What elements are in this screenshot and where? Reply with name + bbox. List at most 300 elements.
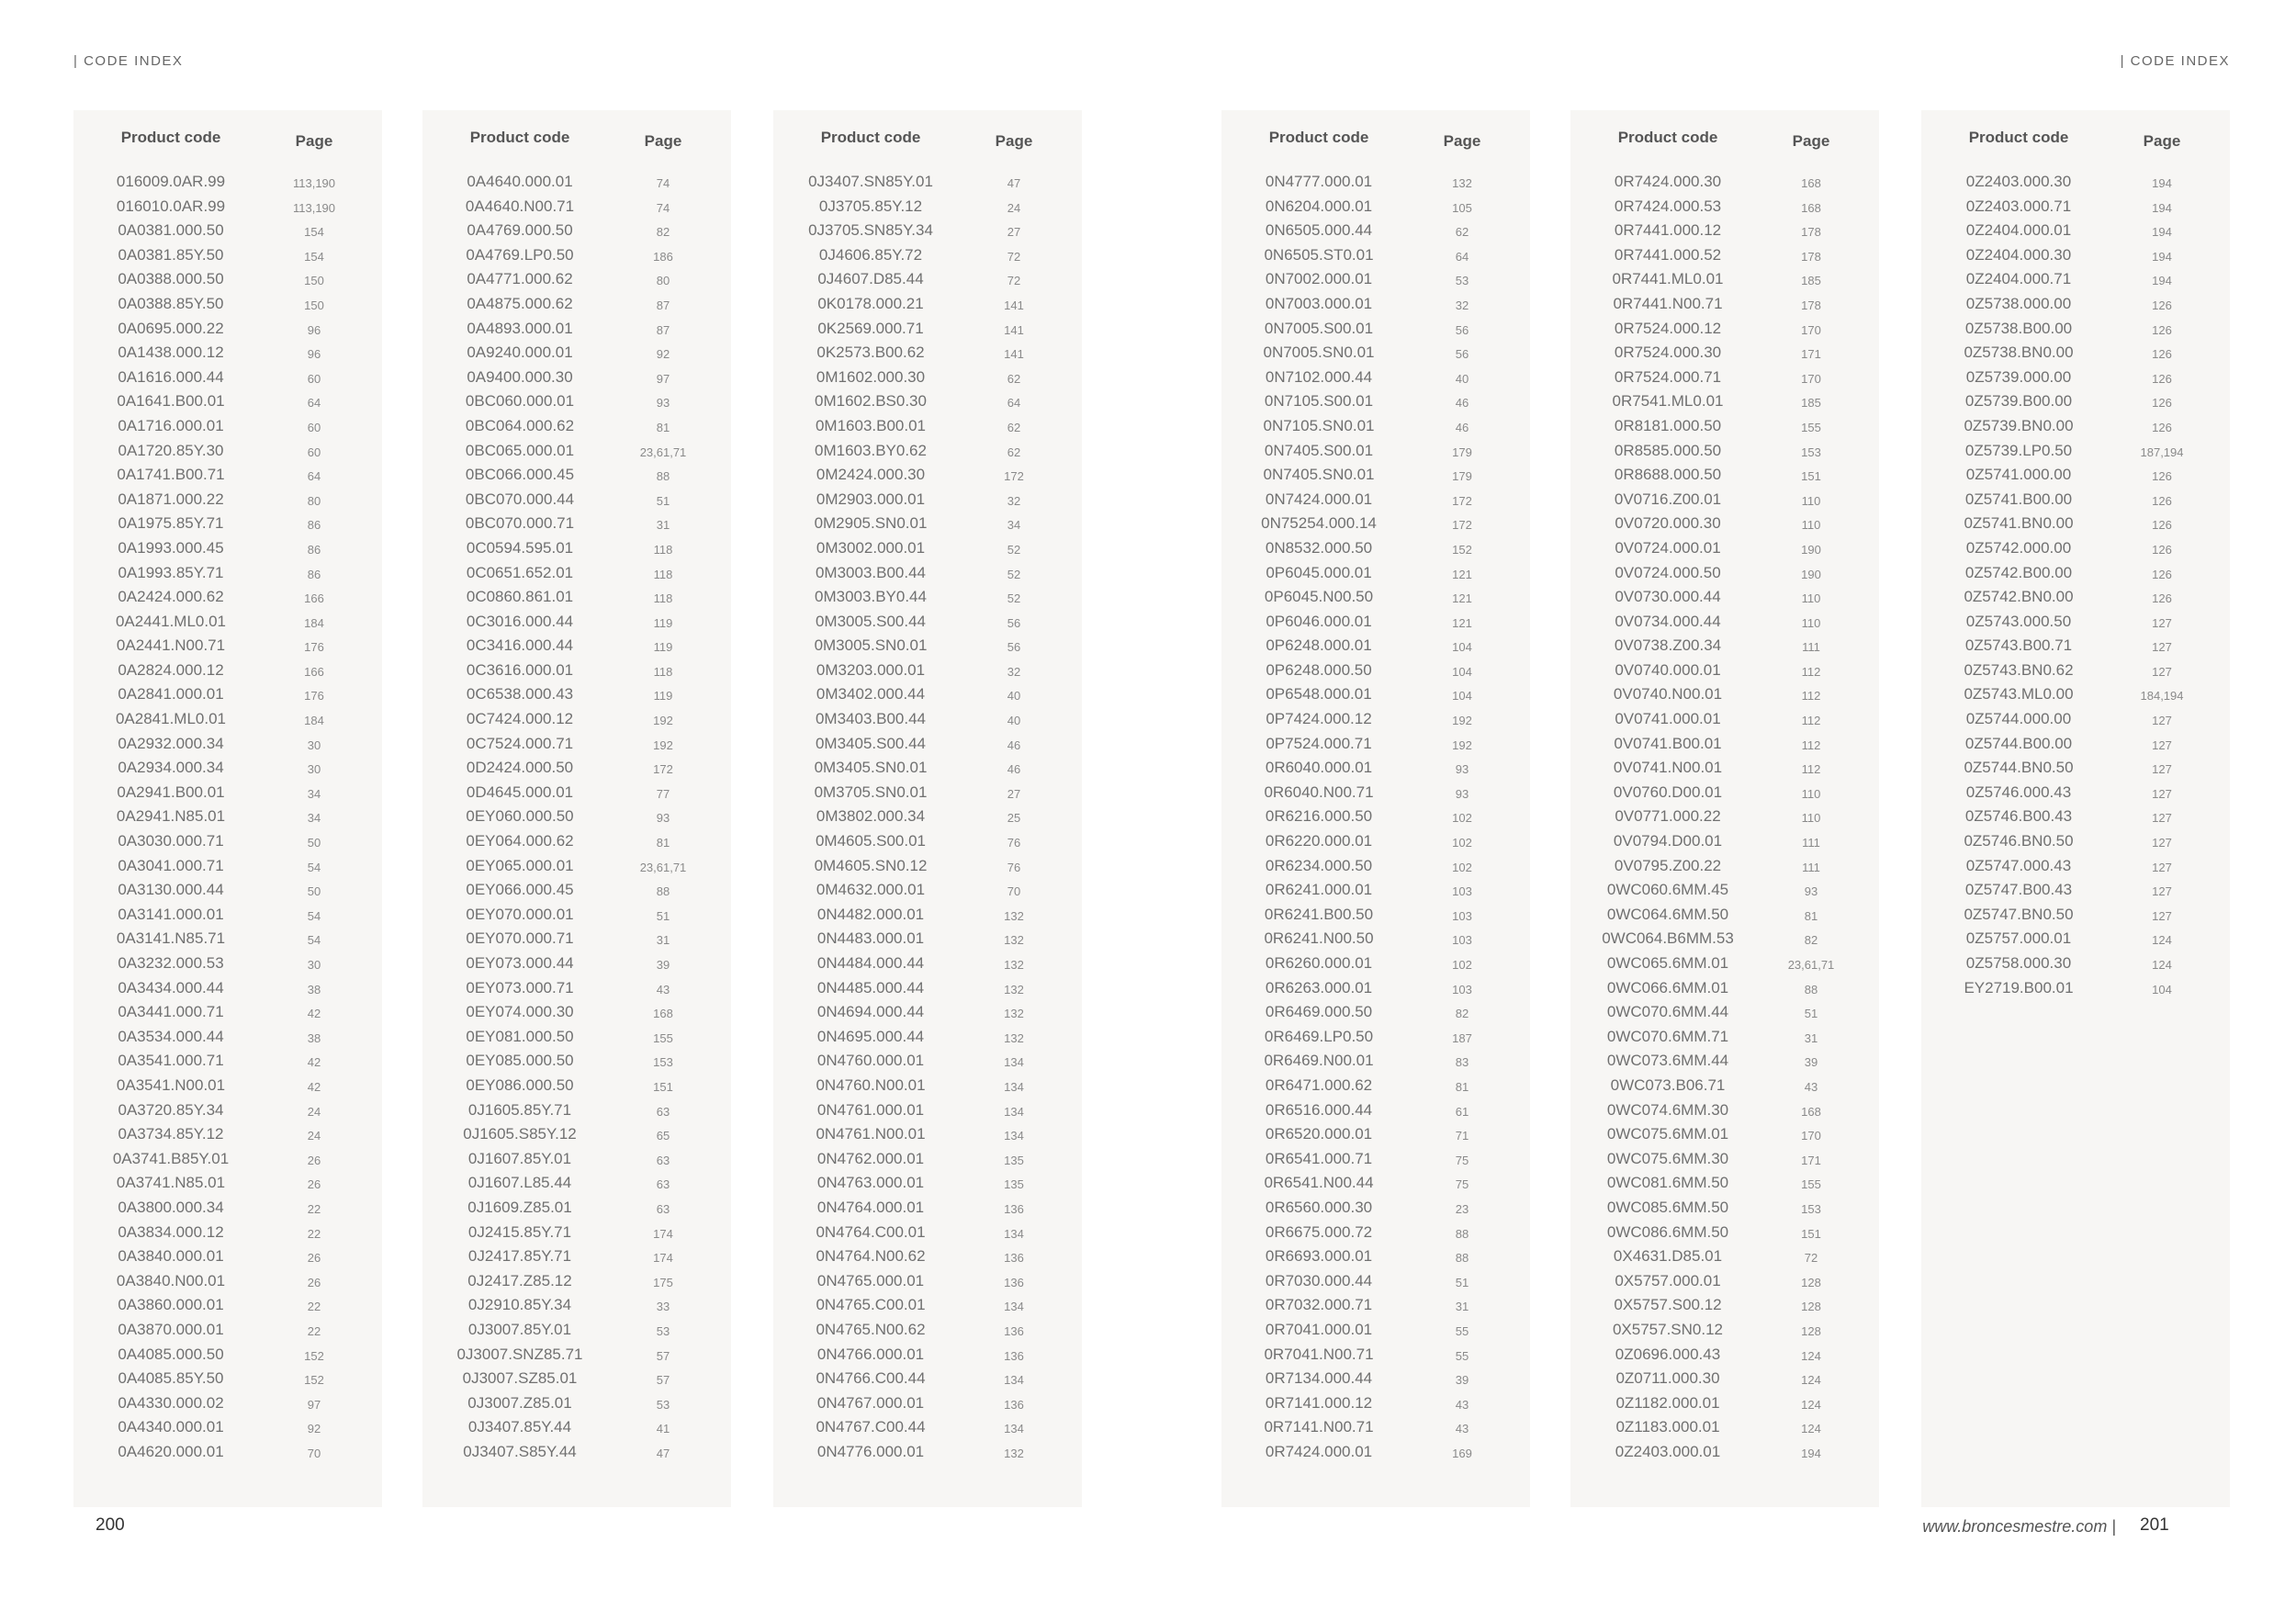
page-ref: 104 — [1452, 689, 1472, 704]
code-row — [1570, 1247, 1879, 1272]
code-row — [73, 954, 382, 979]
product-code: 0M1603.BY0.62 — [815, 441, 927, 459]
product-code: 0Z5744.BN0.50 — [1964, 759, 2074, 777]
code-row — [773, 1003, 1082, 1028]
code-row — [422, 906, 731, 930]
product-code: 0V0771.000.22 — [1615, 807, 1721, 826]
page-ref: 63 — [656, 1104, 670, 1119]
page-ref: 32 — [1007, 493, 1021, 508]
product-code: 0R6241.B00.50 — [1264, 905, 1374, 923]
product-code: 0P6548.000.01 — [1266, 685, 1372, 704]
page-ref: 136 — [1004, 1275, 1024, 1289]
code-row — [773, 320, 1082, 344]
code-row — [422, 490, 731, 515]
code-row — [422, 270, 731, 295]
code-row — [1221, 881, 1530, 906]
page-ref: 31 — [1804, 1030, 1818, 1045]
page-ref: 22 — [307, 1300, 321, 1314]
code-row — [1221, 613, 1530, 637]
product-code: 0N4765.C00.01 — [816, 1296, 926, 1314]
code-row — [422, 539, 731, 564]
product-code-header: Product code — [1617, 129, 1718, 146]
code-row — [1921, 173, 2230, 197]
page-ref: 38 — [307, 1030, 321, 1045]
code-row — [1921, 759, 2230, 783]
product-code: 0R6469.N00.01 — [1264, 1052, 1374, 1070]
product-code: 0A3141.N85.71 — [116, 929, 226, 948]
code-row — [773, 246, 1082, 271]
code-row — [73, 710, 382, 735]
page-ref: 168 — [653, 1007, 673, 1021]
product-code: 0C7424.000.12 — [466, 710, 574, 728]
product-code: 0BC070.000.71 — [465, 514, 575, 533]
product-code: 0X4631.D85.01 — [1613, 1247, 1723, 1266]
product-code: 0N7424.000.01 — [1265, 490, 1373, 508]
product-code: 0V0734.000.44 — [1615, 612, 1721, 630]
product-code: 0J2417.Z85.12 — [467, 1271, 572, 1289]
page-ref: 155 — [653, 1030, 673, 1045]
product-code: 0N7105.SN0.01 — [1263, 416, 1375, 434]
page-ref: 168 — [1801, 1104, 1821, 1119]
page-ref: 118 — [653, 567, 673, 581]
code-row — [773, 368, 1082, 393]
page-ref: 55 — [1455, 1348, 1469, 1363]
product-code: 0P6045.000.01 — [1266, 563, 1372, 581]
page-ref: 88 — [1804, 982, 1818, 996]
page-ref: 170 — [1801, 371, 1821, 386]
code-row — [1570, 246, 1879, 271]
code-row — [1570, 343, 1879, 368]
code-row — [773, 295, 1082, 320]
page-ref: 127 — [2152, 836, 2172, 850]
code-row — [73, 1125, 382, 1150]
product-code: 0A1641.B00.01 — [117, 392, 225, 411]
code-row — [73, 221, 382, 246]
page-ref: 141 — [1004, 298, 1024, 312]
code-list — [1921, 173, 2230, 1003]
code-row — [773, 832, 1082, 857]
code-list — [73, 173, 382, 1467]
page-ref: 88 — [1455, 1251, 1469, 1266]
product-code: 0J1607.L85.44 — [467, 1174, 572, 1192]
page-ref: 112 — [1801, 689, 1821, 704]
product-code: 0J3007.Z85.01 — [467, 1393, 572, 1412]
page-header: Page — [1792, 132, 1830, 150]
product-code: 0R6520.000.01 — [1265, 1125, 1373, 1143]
product-code: 0A3041.000.71 — [118, 856, 224, 874]
code-row — [1570, 783, 1879, 808]
product-code: 016010.0AR.99 — [116, 197, 226, 215]
product-code: 0V0741.000.01 — [1615, 710, 1721, 728]
code-row — [422, 1418, 731, 1443]
page-ref: 92 — [307, 1422, 321, 1436]
page-ref: 81 — [656, 836, 670, 850]
page-ref: 62 — [1007, 371, 1021, 386]
product-code: 0N4761.000.01 — [816, 1100, 925, 1119]
code-row — [773, 221, 1082, 246]
page-ref: 50 — [307, 884, 321, 899]
code-row — [422, 392, 731, 417]
product-code: 0A1438.000.12 — [118, 343, 224, 362]
code-row — [1221, 832, 1530, 857]
product-code: 0Z5743.ML0.00 — [1964, 685, 2074, 704]
product-code: 0EY065.000.01 — [466, 856, 574, 874]
code-row — [422, 1199, 731, 1223]
code-row — [1570, 710, 1879, 735]
product-code: 0A3741.B85Y.01 — [112, 1149, 230, 1167]
page-ref: 93 — [656, 396, 670, 411]
page-ref: 168 — [1801, 200, 1821, 215]
page-ref: 74 — [656, 200, 670, 215]
page-ref: 110 — [1801, 615, 1821, 630]
product-code: 0M3403.B00.44 — [815, 710, 927, 728]
code-row — [773, 392, 1082, 417]
page-ref: 53 — [656, 1397, 670, 1412]
page-ref: 40 — [1007, 714, 1021, 728]
page-ref: 93 — [1804, 884, 1818, 899]
code-row — [1921, 613, 2230, 637]
page-ref: 185 — [1801, 274, 1821, 288]
header-right-label: | CODE INDEX — [2120, 53, 2230, 69]
product-code: 0EY074.000.30 — [466, 1003, 574, 1021]
product-code: 0V0720.000.30 — [1615, 514, 1721, 533]
page-ref: 174 — [653, 1226, 673, 1241]
product-code: 0Z5741.BN0.00 — [1964, 514, 2074, 533]
product-code: 0P7524.000.71 — [1266, 734, 1372, 752]
code-row — [1570, 685, 1879, 710]
page-ref: 51 — [1804, 1007, 1818, 1021]
page-ref: 57 — [656, 1348, 670, 1363]
product-code: 0A2934.000.34 — [118, 759, 224, 777]
code-row — [1570, 832, 1879, 857]
code-row — [773, 514, 1082, 539]
code-row — [1921, 514, 2230, 539]
code-row — [1221, 270, 1530, 295]
page-ref: 104 — [2152, 982, 2172, 996]
product-code: 0M4605.S00.01 — [815, 832, 927, 850]
page-ref: 121 — [1452, 591, 1472, 606]
code-row — [422, 442, 731, 467]
code-row — [773, 1321, 1082, 1345]
code-index-column-4 — [1221, 110, 1530, 1507]
page-ref: 47 — [1007, 176, 1021, 190]
page-ref: 132 — [1004, 982, 1024, 996]
page-ref: 51 — [656, 908, 670, 923]
page-ref: 62 — [1007, 445, 1021, 459]
page-ref: 124 — [2152, 958, 2172, 972]
code-row — [73, 1296, 382, 1321]
code-row — [773, 613, 1082, 637]
code-row — [773, 1028, 1082, 1053]
code-row — [1570, 1199, 1879, 1223]
code-row — [1221, 906, 1530, 930]
page-ref: 170 — [1801, 322, 1821, 337]
page-ref: 113,190 — [292, 200, 336, 215]
product-code: 0C0651.652.01 — [466, 563, 574, 581]
code-row — [1921, 783, 2230, 808]
product-code: 0A1616.000.44 — [118, 367, 224, 386]
code-row — [422, 417, 731, 442]
page-ref: 64 — [1455, 249, 1469, 264]
product-code: 0N7005.S00.01 — [1264, 319, 1374, 337]
page-ref: 103 — [1452, 982, 1472, 996]
page-ref: 76 — [1007, 836, 1021, 850]
page-ref: 136 — [1004, 1201, 1024, 1216]
code-row — [1570, 539, 1879, 564]
product-code: 0C3416.000.44 — [466, 636, 574, 655]
code-row — [73, 929, 382, 954]
product-code: 0R6220.000.01 — [1265, 832, 1373, 850]
product-code: 0A3734.85Y.12 — [118, 1125, 224, 1143]
product-code: 0M3003.B00.44 — [815, 563, 927, 581]
product-code: 0N4760.000.01 — [816, 1052, 925, 1070]
product-code: 0Z1183.000.01 — [1615, 1418, 1720, 1436]
code-row — [73, 1247, 382, 1272]
page-ref: 23,61,71 — [1787, 958, 1835, 972]
product-code: 0N4764.C00.01 — [816, 1222, 926, 1241]
product-code: 0WC086.6MM.50 — [1606, 1222, 1729, 1241]
code-row — [73, 832, 382, 857]
product-code: 0X5757.SN0.12 — [1612, 1320, 1724, 1338]
page-ref: 111 — [1802, 836, 1820, 850]
page-ref: 110 — [1801, 786, 1821, 801]
page-ref: 132 — [1004, 1007, 1024, 1021]
code-index-column-3 — [773, 110, 1082, 1507]
product-code: 0K2569.000.71 — [817, 319, 924, 337]
product-code: 0N4767.000.01 — [816, 1393, 925, 1412]
product-code: 0X5757.000.01 — [1615, 1271, 1721, 1289]
page-ref: 187,194 — [2140, 445, 2184, 459]
code-row — [1221, 1272, 1530, 1297]
product-code: 0J1605.S85Y.12 — [463, 1125, 577, 1143]
page-ref: 127 — [2152, 860, 2172, 874]
product-code: 0R8688.000.50 — [1614, 466, 1722, 484]
product-code: 0R6541.000.71 — [1265, 1149, 1373, 1167]
product-code: 0D2424.000.50 — [466, 759, 574, 777]
product-code: 0WC065.6MM.01 — [1606, 954, 1729, 972]
code-row — [1921, 954, 2230, 979]
code-index-column-5 — [1570, 110, 1879, 1507]
page-ref: 92 — [656, 347, 670, 362]
page-ref: 72 — [1007, 274, 1021, 288]
page-ref: 119 — [653, 640, 673, 655]
code-row — [73, 1052, 382, 1076]
code-row — [73, 417, 382, 442]
product-code: 0N7005.SN0.01 — [1263, 343, 1375, 362]
page-ref: 26 — [307, 1153, 321, 1167]
page-ref: 151 — [1801, 469, 1821, 484]
product-code: 0N75254.000.14 — [1261, 514, 1377, 533]
product-code: 0Z5747.000.43 — [1965, 856, 2072, 874]
code-row — [73, 466, 382, 490]
page-ref: 134 — [1004, 1104, 1024, 1119]
product-code: 0A3141.000.01 — [118, 905, 224, 923]
code-row — [1221, 1150, 1530, 1175]
page-ref: 60 — [307, 371, 321, 386]
page-ref: 151 — [1801, 1226, 1821, 1241]
product-code: 0M1603.B00.01 — [815, 416, 927, 434]
page-ref: 134 — [1004, 1079, 1024, 1094]
page-ref: 113,190 — [292, 176, 336, 190]
product-code: 0M3402.000.44 — [816, 685, 926, 704]
product-code: 0P6045.N00.50 — [1264, 588, 1374, 606]
code-row — [422, 1345, 731, 1370]
page-ref: 184 — [304, 714, 324, 728]
code-row — [773, 1223, 1082, 1248]
page-ref: 88 — [1455, 1226, 1469, 1241]
page-ref: 119 — [653, 615, 673, 630]
page-ref: 112 — [1801, 714, 1821, 728]
page-ref: 132 — [1004, 958, 1024, 972]
product-code: 0C6538.000.43 — [466, 685, 574, 704]
code-row — [73, 1321, 382, 1345]
code-row — [1221, 343, 1530, 368]
code-row — [773, 1296, 1082, 1321]
code-row — [1221, 807, 1530, 832]
page-ref: 46 — [1455, 396, 1469, 411]
code-row — [1570, 661, 1879, 686]
product-code: 0M3405.SN0.01 — [814, 759, 928, 777]
page-ref: 194 — [2152, 225, 2172, 240]
code-row — [1921, 710, 2230, 735]
page-ref: 192 — [653, 714, 673, 728]
product-code: 0C7524.000.71 — [466, 734, 574, 752]
page-ref: 178 — [1801, 298, 1821, 312]
page-ref: 24 — [1007, 200, 1021, 215]
page-ref: 124 — [1801, 1348, 1821, 1363]
page-ref: 134 — [1004, 1226, 1024, 1241]
page-ref: 39 — [1455, 1373, 1469, 1388]
page-ref: 23 — [1455, 1201, 1469, 1216]
page-number-right: 201 — [2140, 1515, 2169, 1535]
code-row — [1570, 1369, 1879, 1394]
page-ref: 72 — [1007, 249, 1021, 264]
product-code: 0Z5738.B00.00 — [1964, 319, 2073, 337]
code-index-column-6 — [1921, 110, 2230, 1507]
code-row — [773, 906, 1082, 930]
code-row — [422, 466, 731, 490]
code-row — [73, 857, 382, 882]
product-code: 0V0740.N00.01 — [1613, 685, 1723, 704]
page-ref: 26 — [307, 1177, 321, 1192]
code-row — [73, 1076, 382, 1101]
page-ref: 93 — [656, 811, 670, 826]
code-row — [1221, 954, 1530, 979]
page-ref: 126 — [2152, 322, 2172, 337]
page-ref: 31 — [656, 518, 670, 533]
code-row — [773, 539, 1082, 564]
page-ref: 126 — [2152, 420, 2172, 434]
code-row — [73, 173, 382, 197]
product-code: 0A0695.000.22 — [118, 319, 224, 337]
code-row — [1921, 417, 2230, 442]
product-code: 0Z5743.000.50 — [1965, 612, 2072, 630]
code-row — [773, 1418, 1082, 1443]
page-ref: 56 — [1455, 322, 1469, 337]
code-row — [422, 807, 731, 832]
product-code: 0M4632.000.01 — [816, 881, 926, 899]
page-ref: 132 — [1004, 933, 1024, 948]
code-row — [73, 539, 382, 564]
page-ref: 24 — [307, 1129, 321, 1143]
code-row — [773, 1394, 1082, 1419]
page-ref: 104 — [1452, 664, 1472, 679]
code-row — [1570, 1125, 1879, 1150]
page-ref: 31 — [1455, 1300, 1469, 1314]
code-row — [1570, 466, 1879, 490]
product-code: 0Z5746.000.43 — [1965, 782, 2072, 801]
product-code: 0WC075.6MM.30 — [1606, 1149, 1729, 1167]
code-row — [1221, 490, 1530, 515]
code-row — [422, 685, 731, 710]
product-code: 0A3840.N00.01 — [116, 1271, 226, 1289]
page-ref: 118 — [653, 542, 673, 557]
page-ref: 23,61,71 — [639, 445, 687, 459]
code-row — [1221, 442, 1530, 467]
product-code: 0R8585.000.50 — [1614, 441, 1722, 459]
page-ref: 127 — [2152, 908, 2172, 923]
product-code: 0N4484.000.44 — [816, 954, 925, 972]
page-ref: 135 — [1004, 1153, 1024, 1167]
page-ref: 60 — [307, 420, 321, 434]
code-row — [1221, 1223, 1530, 1248]
code-row — [1221, 1296, 1530, 1321]
code-row — [422, 1003, 731, 1028]
column-header — [1921, 129, 2230, 160]
product-code: 0V0795.Z00.22 — [1614, 856, 1722, 874]
code-row — [1570, 906, 1879, 930]
code-row — [1921, 636, 2230, 661]
product-code: 0A3534.000.44 — [118, 1027, 224, 1045]
code-row — [1221, 564, 1530, 589]
product-code: 0M4605.SN0.12 — [814, 856, 928, 874]
code-row — [1221, 783, 1530, 808]
product-code: 0J2415.85Y.71 — [467, 1222, 572, 1241]
code-row — [1570, 735, 1879, 760]
code-row — [73, 979, 382, 1004]
code-row — [1221, 1052, 1530, 1076]
page-ref: 153 — [1801, 1201, 1821, 1216]
page-ref: 128 — [1801, 1323, 1821, 1338]
page-ref: 168 — [1801, 176, 1821, 190]
page-ref: 136 — [1004, 1397, 1024, 1412]
code-row — [422, 857, 731, 882]
product-code: 0N4765.000.01 — [816, 1271, 925, 1289]
product-code: 0N4766.C00.44 — [816, 1369, 926, 1388]
code-row — [773, 466, 1082, 490]
product-code: 0A3860.000.01 — [118, 1296, 224, 1314]
page-ref: 126 — [2152, 469, 2172, 484]
product-code: 0M3203.000.01 — [816, 660, 926, 679]
product-code: 0R6693.000.01 — [1265, 1247, 1373, 1266]
code-row — [1570, 1321, 1879, 1345]
product-code: 0V0794.D00.01 — [1613, 832, 1723, 850]
page-ref: 24 — [307, 1104, 321, 1119]
code-row — [1921, 807, 2230, 832]
code-row — [73, 246, 382, 271]
page-ref: 22 — [307, 1201, 321, 1216]
product-code: 0R7524.000.30 — [1614, 343, 1722, 362]
column-header — [1570, 129, 1879, 160]
page-ref: 176 — [304, 689, 324, 704]
product-code: 0N4764.000.01 — [816, 1198, 925, 1216]
code-row — [1570, 442, 1879, 467]
page-ref: 103 — [1452, 933, 1472, 948]
page-ref: 56 — [1455, 347, 1469, 362]
code-row — [773, 564, 1082, 589]
product-code: 0N4482.000.01 — [816, 905, 925, 923]
product-code: 0J3007.SNZ85.71 — [456, 1345, 583, 1363]
